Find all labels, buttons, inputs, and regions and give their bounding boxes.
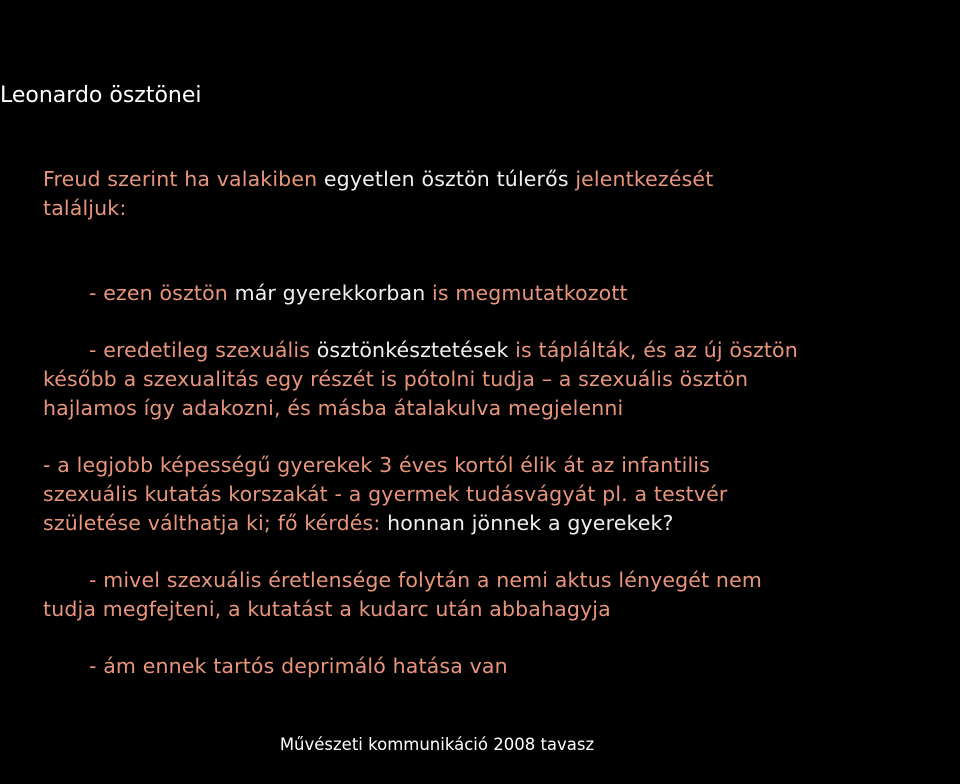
- intro-line-2: találjuk:: [43, 196, 127, 220]
- slide-title: Leonardo ösztönei: [0, 83, 202, 108]
- bullet-2-line-3: hajlamos így adakozni, és másba átalakulva megjelenni: [43, 396, 624, 420]
- bullet-3-line-2: szexuális kutatás korszakát - a gyermek tudásvágyát pl. a testvér: [43, 482, 728, 506]
- bullet-1-line-1: [89, 279, 923, 308]
- bullet-2-seg-1: ösztönkésztetések: [316, 338, 516, 362]
- slide-footer: Művészeti kommunikáció 2008 tavasz: [279, 735, 595, 754]
- intro-line-1-seg-0: Freud szerint ha valakiben: [43, 167, 324, 191]
- bullet-3-seg-1: honnan jönnek a gyerekek?: [387, 511, 674, 535]
- bullet-5-line-1: - ám ennek tartós deprimáló hatása van: [89, 654, 508, 678]
- bullet-1-seg-1: már gyerekkorban: [234, 281, 433, 305]
- intro-line-1-seg-1: egyetlen ösztön túlerős: [323, 167, 576, 191]
- bullet-1-seg-2: is megmutatkozott: [432, 281, 628, 305]
- bullet-2-line-2: később a szexualitás egy részét is pótolni tudja – a szexuális ösztön: [43, 367, 749, 391]
- bullet-2: [43, 336, 923, 423]
- bullet-2-seg-0: - eredetileg szexuális: [89, 338, 317, 362]
- intro-line-1-seg-2: jelentkezését: [575, 167, 714, 191]
- intro-line-1: [43, 165, 923, 194]
- slide-body: [43, 165, 923, 681]
- bullet-4: [43, 566, 923, 624]
- bullet-4-line-1: - mivel szexuális éretlensége folytán a nemi aktus lényegét nem: [89, 568, 762, 592]
- bullet-3-seg-0: születése válthatja ki; fő kérdés:: [43, 511, 388, 535]
- bullet-2-seg-2: is táplálták, és az új ösztön: [515, 338, 798, 362]
- bullet-5: [43, 652, 923, 681]
- bullet-1: [43, 279, 923, 308]
- bullet-3-line-3: [43, 509, 923, 538]
- bullet-1-seg-0: - ezen ösztön: [89, 281, 235, 305]
- bullet-2-line-1: [43, 336, 923, 365]
- bullet-3: [43, 451, 923, 538]
- bullet-4-line-2: tudja megfejteni, a kutatást a kudarc után abbahagyja: [43, 597, 611, 621]
- bullet-3-line-1: - a legjobb képességű gyerekek 3 éves kortól élik át az infantilis: [43, 453, 710, 477]
- intro-paragraph: [43, 165, 923, 223]
